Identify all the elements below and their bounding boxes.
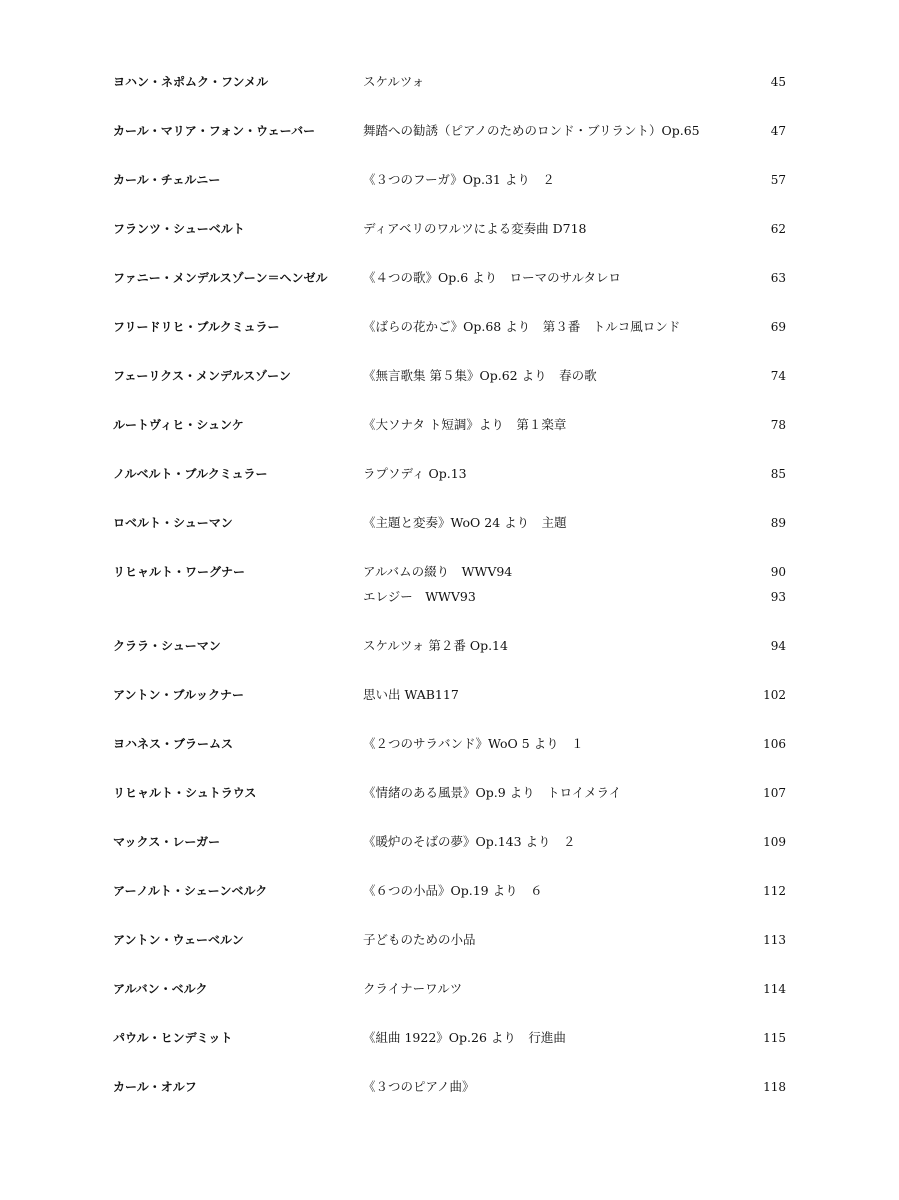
toc-row [0, 366, 899, 386]
toc-entry [0, 734, 899, 754]
composer-name: フランツ・シューベルト [113, 222, 245, 236]
toc-entry [0, 832, 899, 852]
toc-row [0, 734, 899, 754]
work-title: 《情緒のある風景》Op.9 より トロイメライ [363, 785, 622, 800]
toc-entry [0, 881, 899, 901]
toc-row [0, 979, 899, 999]
work-title: 《６つの小品》Op.19 より ６ [363, 883, 543, 898]
toc-row [0, 121, 899, 141]
work-title: スケルツォ [363, 74, 425, 89]
toc-row [0, 636, 899, 656]
toc-entry [0, 415, 899, 435]
page-number: 94 [770, 639, 786, 653]
toc-entry [0, 685, 899, 705]
page-number: 45 [770, 75, 786, 89]
toc-row [0, 783, 899, 803]
composer-name: リヒャルト・シュトラウス [113, 786, 257, 800]
work-title: 《４つの歌》Op.6 より ローマのサルタレロ [363, 270, 622, 285]
work-title: スケルツォ 第２番 Op.14 [363, 638, 508, 653]
work-title: 《３つのフーガ》Op.31 より ２ [363, 172, 555, 187]
toc-entry [0, 1028, 899, 1048]
toc-row [0, 268, 899, 288]
page-number: 102 [763, 688, 786, 702]
composer-name: ノルベルト・ブルクミュラー [113, 467, 268, 481]
page-number: 90 [770, 565, 786, 579]
page-number: 62 [770, 222, 786, 236]
toc-row [0, 317, 899, 337]
composer-name: アントン・ウェーベルン [113, 933, 244, 947]
toc-row [0, 930, 899, 950]
page-number: 118 [763, 1080, 786, 1094]
toc-entry [0, 1077, 899, 1097]
work-title: 《無言歌集 第５集》Op.62 より 春の歌 [363, 368, 597, 383]
composer-name: パウル・ヒンデミット [113, 1031, 233, 1045]
table-of-contents [0, 72, 899, 1126]
toc-row [0, 1077, 899, 1097]
work-title: エレジー WWV93 [363, 589, 476, 604]
toc-entry [0, 562, 899, 607]
composer-name: カール・チェルニー [113, 173, 221, 187]
toc-row [0, 464, 899, 484]
composer-name: ファニー・メンデルスゾーン＝ヘンゼル [113, 271, 328, 285]
toc-row [0, 587, 899, 607]
toc-entry [0, 317, 899, 337]
toc-entry [0, 783, 899, 803]
page-number: 106 [763, 737, 786, 751]
composer-name: リヒャルト・ワーグナー [113, 565, 246, 579]
toc-entry [0, 268, 899, 288]
composer-name: ルートヴィヒ・シュンケ [113, 418, 244, 432]
composer-name: ヨハネス・ブラームス [113, 737, 234, 751]
composer-name: カール・オルフ [113, 1080, 197, 1094]
toc-row [0, 881, 899, 901]
work-title: 《３つのピアノ曲》 [363, 1079, 475, 1094]
toc-entry [0, 464, 899, 484]
toc-entry [0, 219, 899, 239]
toc-row [0, 219, 899, 239]
work-title: 《暖炉のそばの夢》Op.143 より ２ [363, 834, 576, 849]
toc-row [0, 513, 899, 533]
composer-name: フリードリヒ・ブルクミュラー [113, 320, 280, 334]
toc-row [0, 832, 899, 852]
page-number: 69 [770, 320, 786, 334]
composer-name: アントン・ブルックナー [113, 688, 245, 702]
work-title: 舞踏への勧誘（ピアノのためのロンド・ブリラント）Op.65 [363, 123, 700, 138]
page-number: 93 [770, 590, 786, 604]
page-number: 85 [770, 467, 786, 481]
composer-name: カール・マリア・フォン・ウェーバー [113, 124, 316, 138]
page-number: 112 [763, 884, 786, 898]
work-title: 《主題と変奏》WoO 24 より 主題 [363, 515, 567, 530]
toc-entry [0, 170, 899, 190]
toc-row [0, 1028, 899, 1048]
toc-entry [0, 72, 899, 92]
composer-name: ヨハン・ネポムク・フンメル [113, 75, 269, 89]
toc-entry [0, 366, 899, 386]
composer-name: アルバン・ベルク [113, 982, 208, 996]
toc-row [0, 170, 899, 190]
page-number: 109 [763, 835, 786, 849]
work-title: 《２つのサラバンド》WoO 5 より １ [363, 736, 584, 751]
toc-row [0, 72, 899, 92]
work-title: 思い出 WAB117 [363, 687, 459, 702]
work-title: アルバムの綴り WWV94 [363, 564, 513, 579]
toc-entry [0, 979, 899, 999]
toc-entry [0, 121, 899, 141]
work-title: 《組曲 1922》Op.26 より 行進曲 [363, 1030, 566, 1045]
toc-row [0, 562, 899, 582]
composer-name: フェーリクス・メンデルスゾーン [113, 369, 291, 383]
page-number: 114 [763, 982, 786, 996]
work-title: ラプソディ Op.13 [363, 466, 467, 481]
toc-entry [0, 636, 899, 656]
page-number: 78 [770, 418, 786, 432]
page-number: 74 [770, 369, 786, 383]
work-title: ディアベリのワルツによる変奏曲 D718 [363, 221, 587, 236]
work-title: 《ばらの花かご》Op.68 より 第３番 トルコ風ロンド [363, 319, 681, 334]
toc-entry [0, 513, 899, 533]
composer-name: アーノルト・シェーンベルク [113, 884, 268, 898]
composer-name: クララ・シューマン [113, 639, 221, 653]
page-number: 47 [770, 124, 786, 138]
toc-entry [0, 930, 899, 950]
work-title: 子どものための小品 [363, 932, 476, 947]
page-number: 107 [763, 786, 786, 800]
work-title: クライナーワルツ [363, 981, 463, 996]
page-number: 115 [763, 1031, 786, 1045]
toc-row [0, 415, 899, 435]
page-number: 113 [763, 933, 786, 947]
toc-row [0, 685, 899, 705]
work-title: 《大ソナタ ト短調》より 第１楽章 [363, 417, 567, 432]
composer-name: ロベルト・シューマン [113, 516, 233, 530]
page-number: 89 [770, 516, 786, 530]
page-number: 63 [770, 271, 786, 285]
composer-name: マックス・レーガー [113, 835, 221, 849]
page-number: 57 [770, 173, 786, 187]
